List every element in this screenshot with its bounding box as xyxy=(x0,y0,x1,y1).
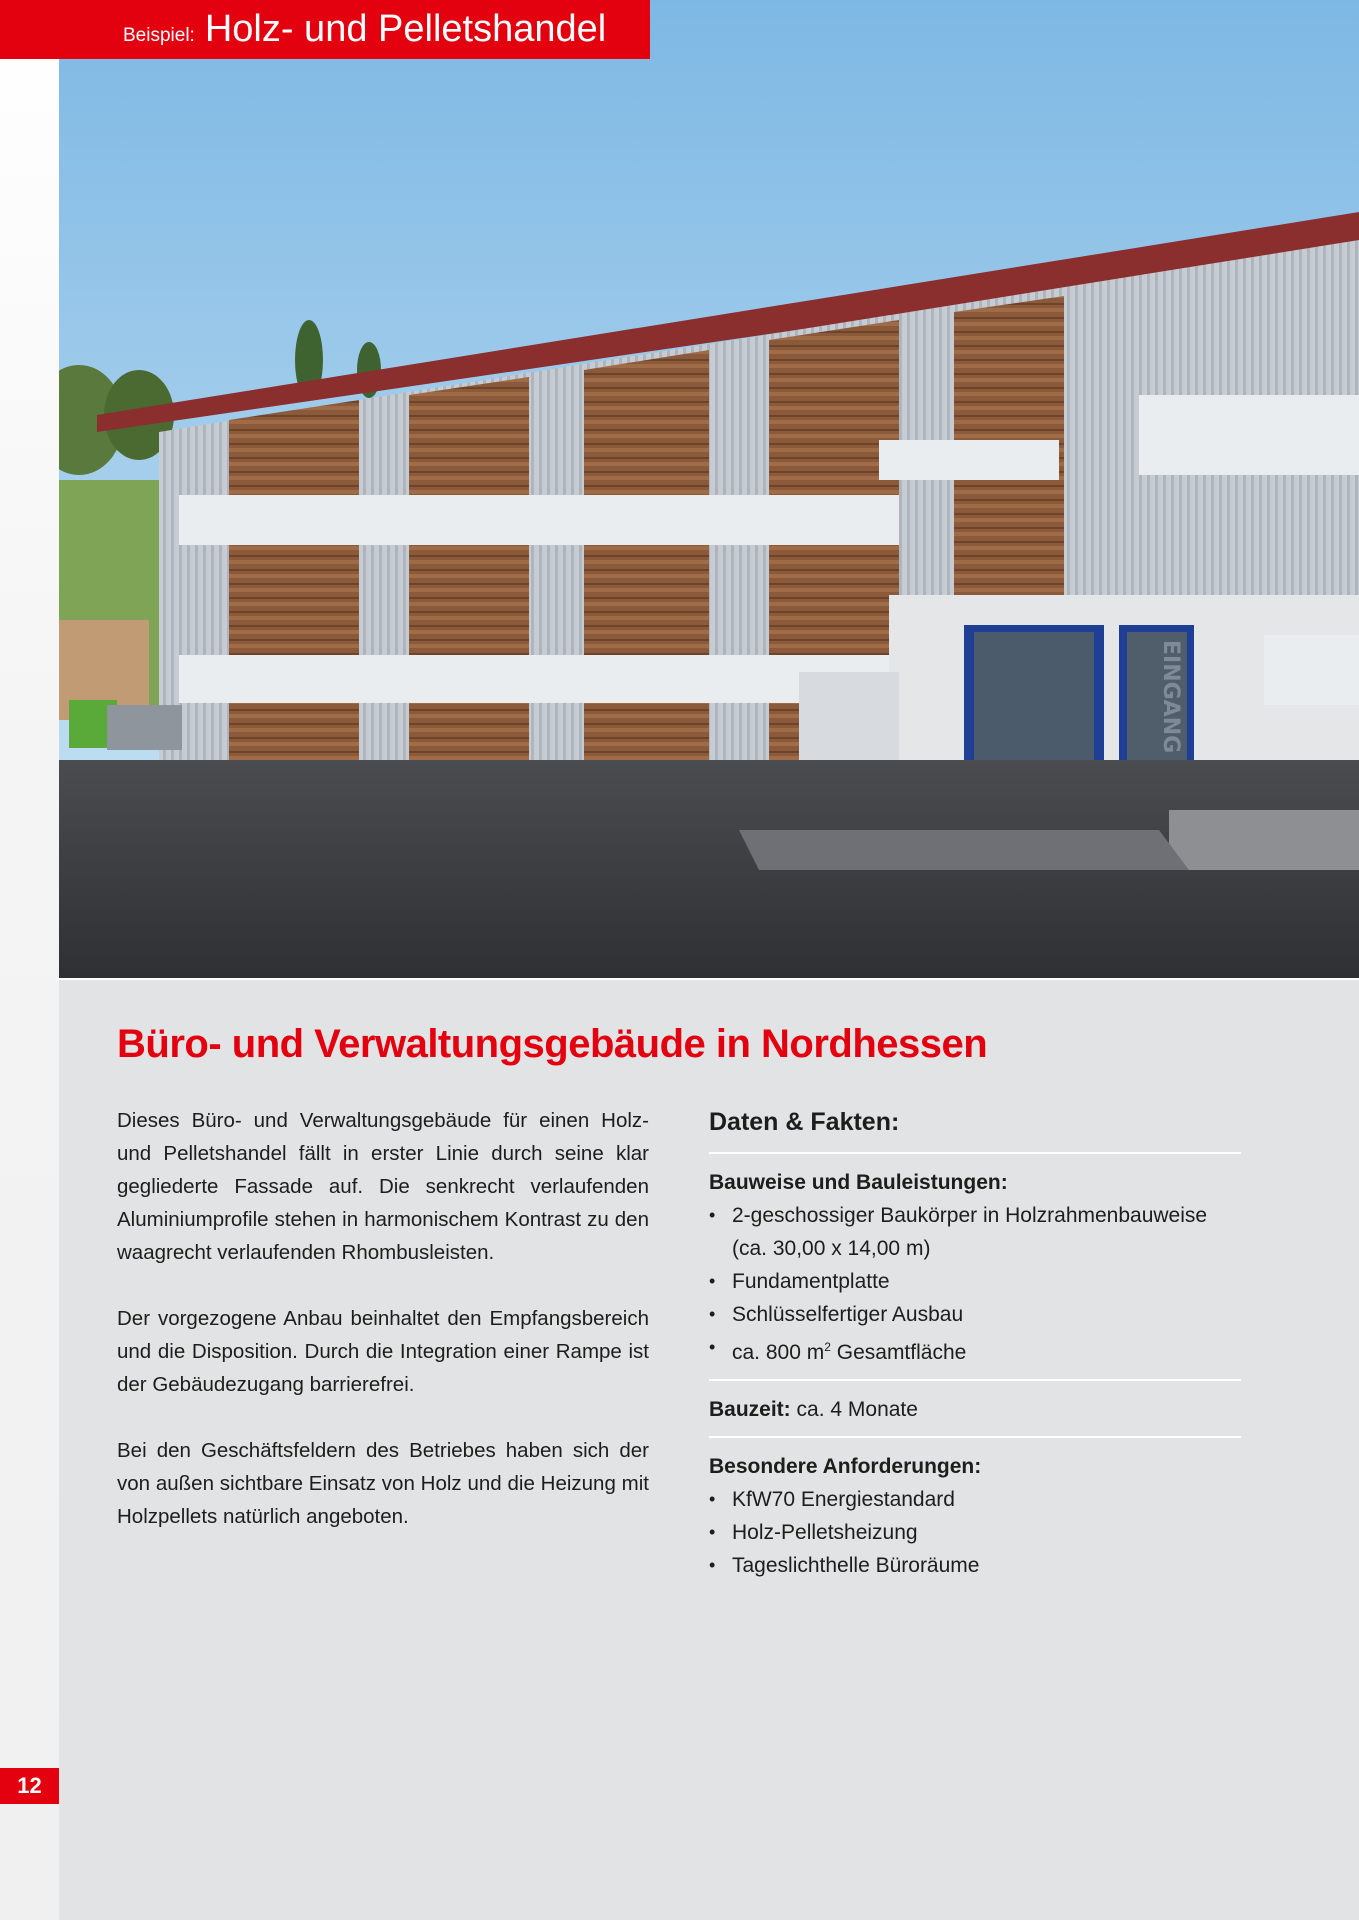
list-item: • KfW70 Energiestandard xyxy=(709,1483,1241,1516)
list-item: • Tageslichthelle Büroräume xyxy=(709,1549,1241,1582)
requirements-section xyxy=(709,1438,1241,1592)
page-number: 12 xyxy=(0,1768,59,1804)
left-margin-strip xyxy=(0,0,59,1920)
page-title: Büro- und Verwaltungsgebäude in Nordhessen xyxy=(117,1022,988,1066)
body-paragraph: Dieses Büro- und Verwaltungsgebäude für einen Holz- und Pelletshandel fällt in erster Linie durch seine klar gegliederte Fassade auf. Die senkrecht verlaufenden Aluminiumprofile stehen in harmonischem Kontrast zu den waagrecht verlaufenden Rhombusleisten. xyxy=(117,1109,649,1264)
list-item: • 2-geschossiger Baukörper in Holzrahmenbauweise (ca. 30,00 x 14,00 m) xyxy=(709,1199,1241,1265)
construction-list xyxy=(709,1199,1241,1369)
facts-title: Daten & Fakten: xyxy=(709,1108,900,1136)
facts-panel xyxy=(709,1104,1241,1592)
list-item: • ca. 800 $m^2$ Gesamtfläche xyxy=(709,1331,1241,1369)
list-item: • Holz-Pelletsheizung xyxy=(709,1516,1241,1549)
header-kicker: Beispiel: xyxy=(123,25,195,46)
photo-divider xyxy=(59,978,1359,980)
header-title: Holz- und Pelletshandel xyxy=(204,8,607,50)
construction-heading: Bauweise und Bauleistungen: xyxy=(709,1171,1008,1194)
building-photo xyxy=(59,0,1359,978)
requirements-list xyxy=(709,1483,1241,1582)
entrance-sign-text: EINGANG xyxy=(1158,640,1183,754)
duration-value: ca. 4 Monate xyxy=(796,1398,918,1421)
duration-label: Bauzeit: xyxy=(709,1398,791,1421)
list-item: • Schlüsselfertiger Ausbau xyxy=(709,1298,1241,1331)
list-item: • Fundamentplatte xyxy=(709,1265,1241,1298)
construction-section xyxy=(709,1154,1241,1379)
body-paragraph: Bei den Geschäftsfeldern des Betriebes haben sich der von außen sichtbare Einsatz von Holz und die Heizung mit Holzpellets natürlich angeboten. xyxy=(117,1439,649,1528)
duration-section xyxy=(709,1381,1241,1436)
body-paragraph: Der vorgezogene Anbau beinhaltet den Empfangsbereich und die Disposition. Durch die Integration einer Rampe ist der Gebäudezugang barrierefrei. xyxy=(117,1307,649,1396)
section-header-bar xyxy=(0,0,650,59)
requirements-heading: Besondere Anforderungen: xyxy=(709,1455,982,1478)
body-text xyxy=(117,1104,649,1566)
